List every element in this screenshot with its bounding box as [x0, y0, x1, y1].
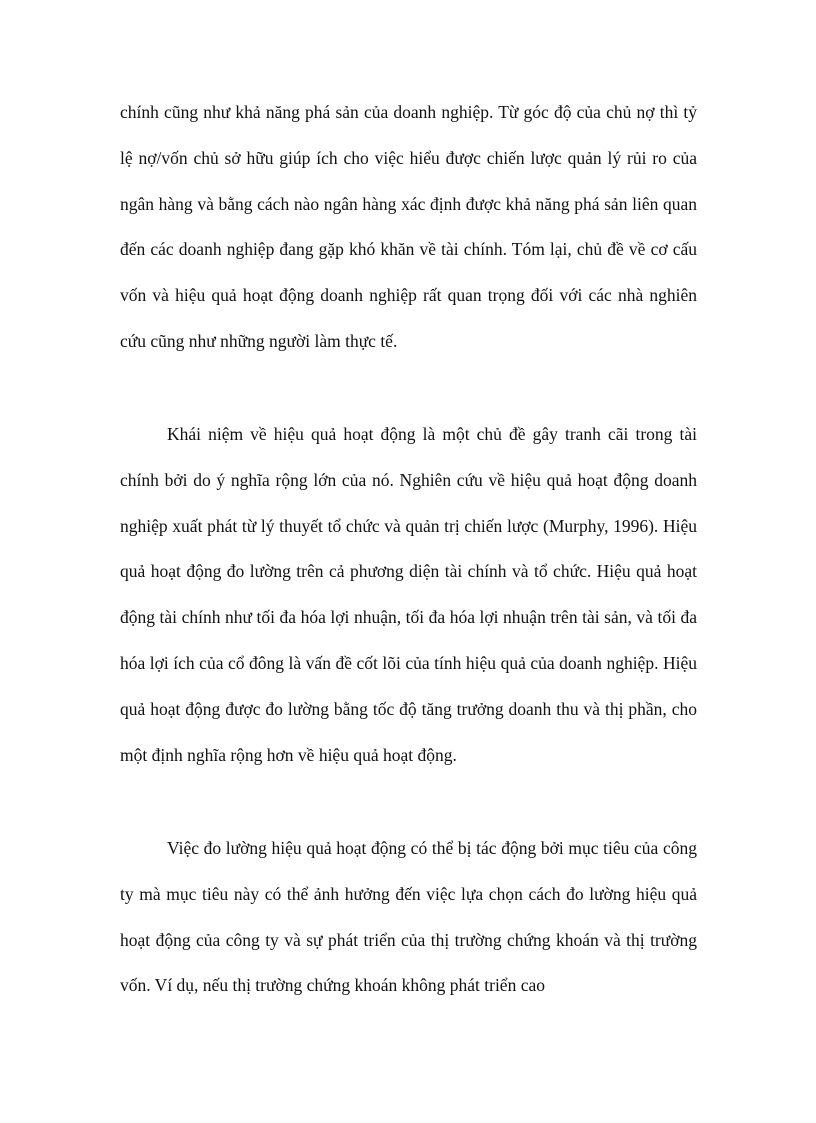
paragraph-block-2	[120, 412, 697, 778]
paragraph-2: Khái niệm về hiệu quả hoạt động là một chủ đề gây tranh cãi trong tài chính bởi do ý nghĩa rộng lớn của nó. Nghiên cứu về hiệu quả hoạt động doanh nghiệp xuất phát từ lý thuyết tổ chức và quản trị chiến lược (Murphy, 1996). Hiệu quả hoạt động đo lường trên cả phương diện tài chính và tổ chức. Hiệu quả hoạt động tài chính như tối đa hóa lợi nhuận, tối đa hóa lợi nhuận trên tài sản, và tối đa hóa lợi ích của cổ đông là vấn đề cốt lõi của tính hiệu quả của doanh nghiệp. Hiệu quả hoạt động được đo lường bằng tốc độ tăng trưởng doanh thu và thị phần, cho một định nghĩa rộng hơn về hiệu quả hoạt động.	[120, 424, 697, 765]
paragraph-3: Việc đo lường hiệu quả hoạt động có thể bị tác động bởi mục tiêu của công ty mà mục tiêu này có thể ảnh hưởng đến việc lựa chọn cách đo lường hiệu quả hoạt động của công ty và sự phát triển của thị trường chứng khoán và thị trường vốn. Ví dụ, nếu thị trường chứng khoán không phát triển cao	[120, 838, 697, 996]
paragraph-1: chính cũng như khả năng phá sản của doanh nghiệp. Từ góc độ của chủ nợ thì tỷ lệ nợ/vốn chủ sở hữu giúp ích cho việc hiểu được chiến lược quản lý rủi ro của ngân hàng và bằng cách nào ngân hàng xác định được khả năng phá sản liên quan đến các doanh nghiệp đang gặp khó khăn về tài chính. Tóm lại, chủ đề về cơ cấu vốn và hiệu quả hoạt động doanh nghiệp rất quan trọng đối với các nhà nghiên cứu cũng như những người làm thực tế.	[120, 102, 697, 351]
paragraph-block-1	[120, 90, 697, 365]
paragraph-block-3	[120, 826, 697, 1009]
